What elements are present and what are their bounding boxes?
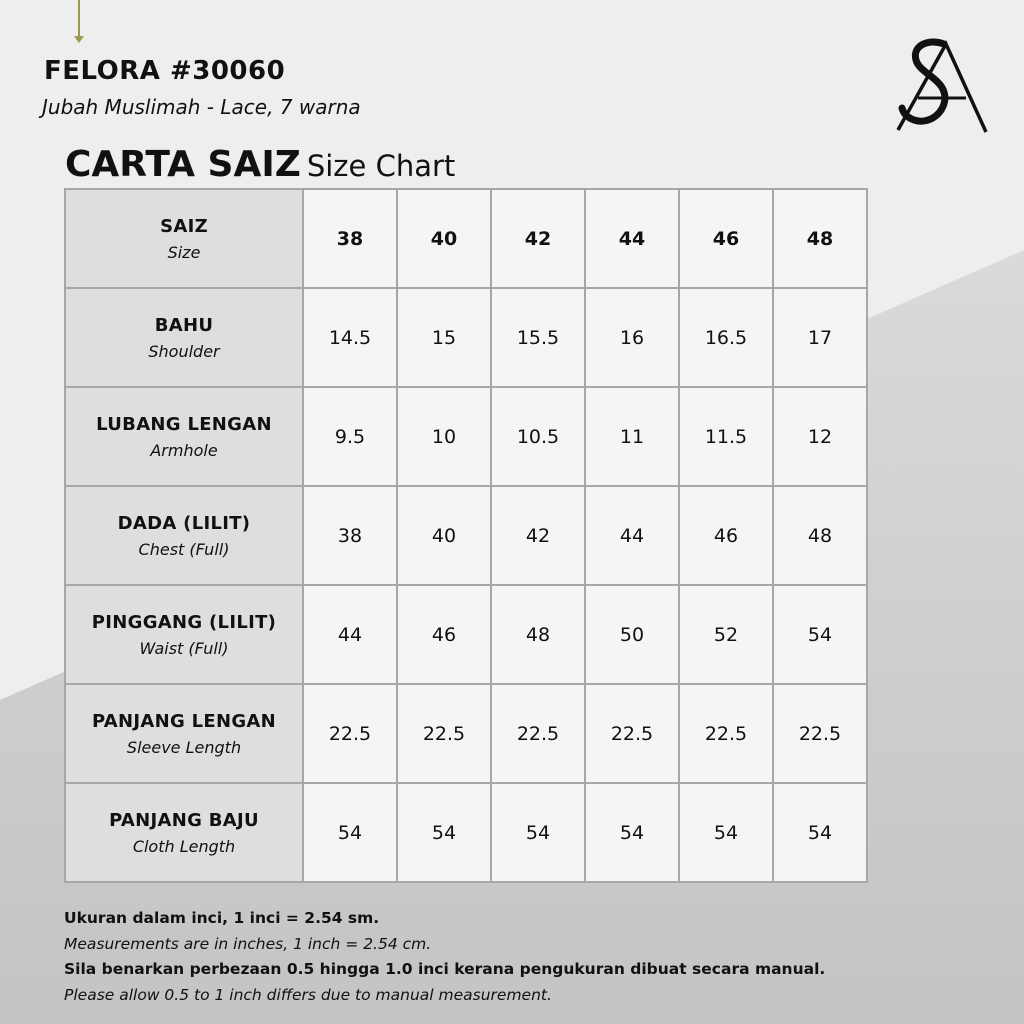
measurement-value: 11.5 — [679, 387, 773, 486]
measurement-value: 54 — [585, 783, 679, 882]
size-header-cell: 48 — [773, 189, 867, 288]
measurement-value: 46 — [397, 585, 491, 684]
measurement-label-text: PANJANG BAJU — [109, 809, 259, 831]
measurement-value: 52 — [679, 585, 773, 684]
measurement-value: 54 — [303, 783, 397, 882]
measurement-value: 15.5 — [491, 288, 585, 387]
measurement-label — [65, 486, 303, 585]
measurement-label-english: Chest (Full) — [138, 539, 230, 559]
size-header-cell: 40 — [397, 189, 491, 288]
measurement-value: 15 — [397, 288, 491, 387]
measurement-label — [65, 684, 303, 783]
measurement-value: 40 — [397, 486, 491, 585]
table-row — [65, 387, 867, 486]
chart-heading-sub: Size Chart — [306, 149, 456, 183]
measurement-value: 10.5 — [491, 387, 585, 486]
table-row — [65, 486, 867, 585]
note-tolerance-english: Please allow 0.5 to 1 inch differs due to manual measurement. — [64, 985, 552, 1004]
size-header-label-text: SAIZ — [160, 215, 208, 237]
measurement-value: 22.5 — [491, 684, 585, 783]
note-tolerance-malay: Sila benarkan perbezaan 0.5 hingga 1.0 inci kerana pengukuran dibuat secara manual. — [64, 960, 826, 978]
measurement-label — [65, 288, 303, 387]
measurement-value: 48 — [491, 585, 585, 684]
measurement-label — [65, 387, 303, 486]
measurement-value: 44 — [303, 585, 397, 684]
measurement-label-english: Waist (Full) — [139, 638, 229, 658]
measurement-value: 54 — [773, 585, 867, 684]
size-header-cell: 46 — [679, 189, 773, 288]
size-header-label — [65, 189, 303, 288]
measurement-value: 22.5 — [679, 684, 773, 783]
measurement-value: 10 — [397, 387, 491, 486]
measurement-value: 17 — [773, 288, 867, 387]
measurement-value: 16 — [585, 288, 679, 387]
measurement-value: 22.5 — [773, 684, 867, 783]
measurement-value: 54 — [397, 783, 491, 882]
measurement-value: 9.5 — [303, 387, 397, 486]
measurement-label-english: Shoulder — [148, 341, 220, 361]
measurement-value: 22.5 — [303, 684, 397, 783]
measurement-label-text: DADA (LILIT) — [117, 512, 251, 534]
measurement-value: 46 — [679, 486, 773, 585]
measurement-value: 38 — [303, 486, 397, 585]
measurement-label-english: Cloth Length — [132, 836, 236, 856]
measurement-value: 22.5 — [585, 684, 679, 783]
note-unit-malay: Ukuran dalam inci, 1 inci = 2.54 sm. — [64, 909, 380, 927]
product-title: FELORA #30060 — [44, 56, 286, 86]
arrow-down-icon — [74, 36, 84, 43]
measurement-notes — [64, 906, 825, 1008]
measurement-value: 54 — [491, 783, 585, 882]
measurement-label — [65, 585, 303, 684]
measurement-value: 48 — [773, 486, 867, 585]
measurement-value: 54 — [773, 783, 867, 882]
measurement-label-text: LUBANG LENGAN — [96, 413, 272, 435]
measurement-value: 42 — [491, 486, 585, 585]
chart-heading-main: CARTA SAIZ — [65, 144, 301, 185]
measurement-value: 44 — [585, 486, 679, 585]
size-header-cell: 42 — [491, 189, 585, 288]
measurement-value: 14.5 — [303, 288, 397, 387]
table-row — [65, 684, 867, 783]
measurement-value: 16.5 — [679, 288, 773, 387]
measurement-value: 12 — [773, 387, 867, 486]
sa-monogram-logo — [888, 36, 996, 136]
measurement-label-english: Armhole — [150, 440, 218, 460]
measurement-label-english: Sleeve Length — [126, 737, 242, 757]
table-header-row — [65, 189, 867, 288]
measurement-label — [65, 783, 303, 882]
size-table — [64, 188, 868, 883]
table-row — [65, 288, 867, 387]
table-row — [65, 585, 867, 684]
product-subtitle: Jubah Muslimah - Lace, 7 warna — [42, 95, 361, 119]
measurement-label-text: BAHU — [154, 314, 214, 336]
note-unit-english: Measurements are in inches, 1 inch = 2.54 cm. — [64, 934, 432, 953]
marker-line — [78, 0, 80, 38]
size-header-cell: 38 — [303, 189, 397, 288]
measurement-value: 50 — [585, 585, 679, 684]
measurement-value: 11 — [585, 387, 679, 486]
size-header-cell: 44 — [585, 189, 679, 288]
measurement-label-text: PINGGANG (LILIT) — [91, 611, 277, 633]
measurement-value: 22.5 — [397, 684, 491, 783]
size-header-label-english: Size — [167, 242, 201, 262]
table-row — [65, 783, 867, 882]
measurement-label-text: PANJANG LENGAN — [91, 710, 277, 732]
chart-heading — [65, 144, 455, 185]
measurement-value: 54 — [679, 783, 773, 882]
